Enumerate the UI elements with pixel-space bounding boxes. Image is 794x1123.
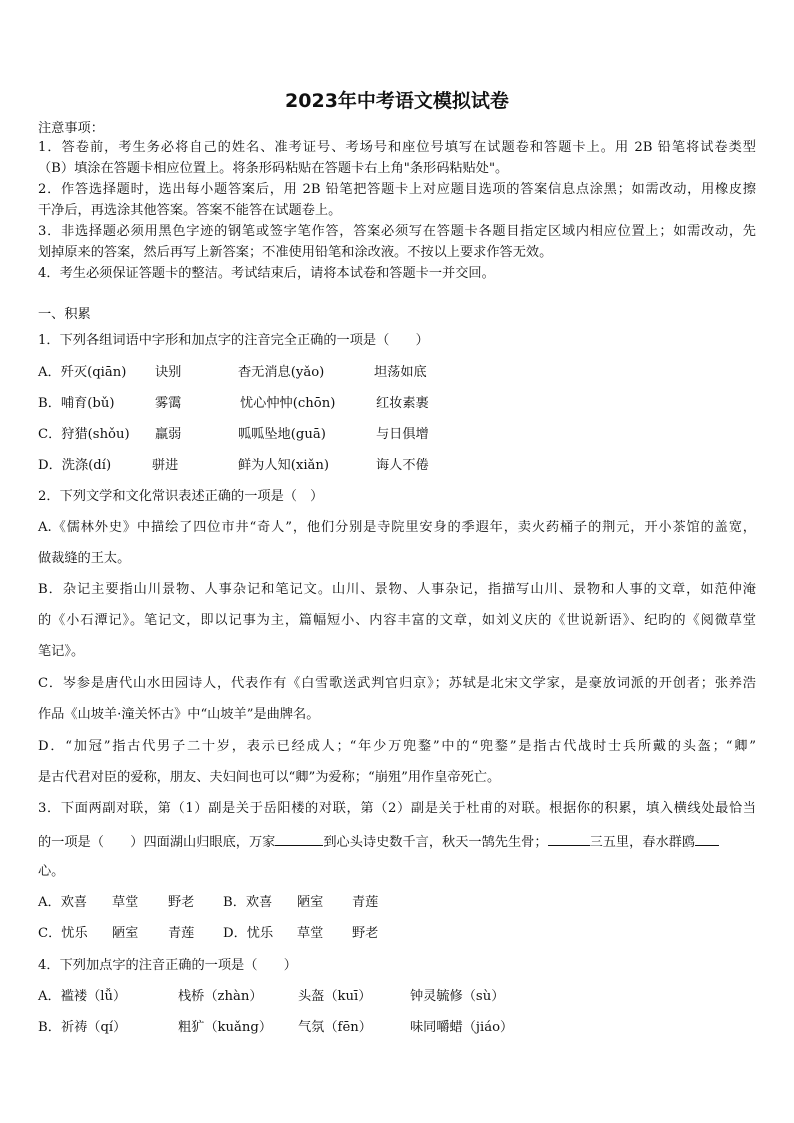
option-text: 作品《山坡羊·潼关怀古》中“山坡羊”是曲牌名。 xyxy=(38,707,320,722)
question-stem: 心。 xyxy=(38,864,65,879)
option-word: 草堂 xyxy=(112,895,139,910)
notice-line: 2．作答选择题时，选出每小题答案后，用 2B 铅笔把答题卡上对应题目选项的答案信息点涂黑；如需改动，用橡皮擦 xyxy=(38,182,756,197)
option-a-label: A．欢喜 xyxy=(38,895,88,910)
notice-line: 3．非选择题必须用黑色字迹的钢笔或签字笔作答，答案必须写在答题卡各题目指定区域内相应位置上；如需改动，先 xyxy=(38,224,756,239)
option-word: 粗犷（kuǎng） xyxy=(178,1020,273,1035)
option-word: 野老 xyxy=(352,926,379,941)
option-text: A.《儒林外史》中描绘了四位市井“奇人”，他们分别是寺院里安身的季遐年，卖火药桶子的荆元，开小茶馆的盖宽， xyxy=(38,520,756,535)
option-word: 陋室 xyxy=(297,895,324,910)
notice-line: 4．考生必须保证答题卡的整洁。考试结束后，请将本试卷和答题卡一并交回。 xyxy=(38,266,495,281)
option-word: 诀别 xyxy=(155,365,182,380)
option-word: 栈桥（zhàn） xyxy=(178,989,263,1004)
option-text: 笔记》。 xyxy=(38,644,85,659)
notice-heading: 注意事项： xyxy=(38,121,104,136)
option-word: 羸弱 xyxy=(155,427,182,442)
option-text: B．杂记主要指山川景物、人事杂记和笔记文。山川、景物、人事杂记，指描写山川、景物和人事的文章，如范仲淹 xyxy=(38,582,756,597)
option-word: 红妆素裹 xyxy=(376,396,429,411)
option-text: 是古代君对臣的爱称，朋友、夫妇间也可以“卿”为爱称；“崩殂”用作皇帝死亡。 xyxy=(38,770,501,785)
stem-text: 到心头诗史数千言，秋天一鹄先生骨； xyxy=(323,835,548,850)
option-c-label: C．狩猎(shǒu) xyxy=(38,427,130,442)
option-word: 钟灵毓修（sù） xyxy=(410,989,505,1004)
option-word: 陋室 xyxy=(112,926,139,941)
question-stem: 4．下列加点字的注音正确的一项是（ ） xyxy=(38,958,297,973)
fill-blank xyxy=(695,832,719,846)
option-a-label: A．歼灭(qiān) xyxy=(38,365,127,380)
option-word: 坦荡如底 xyxy=(374,365,427,380)
fill-blank xyxy=(548,832,590,846)
option-b-label: B．祈祷（qí） xyxy=(38,1020,127,1035)
option-word: 青莲 xyxy=(352,895,379,910)
option-text: 做裁缝的王太。 xyxy=(38,551,131,566)
option-word: 杳无消息(yǎo) xyxy=(238,365,325,380)
stem-text: 的一项是（ ）四面湖山归眼底，万家 xyxy=(38,835,276,850)
option-text: C．岑参是唐代山水田园诗人，代表作有《白雪歌送武判官归京》；苏轼是北宋文学家，是豪放词派的开创者；张养浩 xyxy=(38,676,756,691)
option-d-label: D．忧乐 xyxy=(223,926,274,941)
notice-line: 划掉原来的答案，然后再写上新答案；不准使用铅笔和涂改液。不按以上要求作答无效。 xyxy=(38,245,553,260)
notice-line: 干净后，再选涂其他答案。答案不能答在试题卷上。 xyxy=(38,203,342,218)
option-word: 青莲 xyxy=(168,926,195,941)
option-word: 雾霭 xyxy=(155,396,182,411)
option-b-label: B．哺育(bǔ) xyxy=(38,396,115,411)
page-title: 2023年中考语文模拟试卷 xyxy=(285,90,509,112)
option-a-label: A．褴褛（lǚ） xyxy=(38,989,127,1004)
option-c-label: C．忧乐 xyxy=(38,926,88,941)
option-b-label: B．欢喜 xyxy=(223,895,273,910)
question-stem: 3．下面两副对联，第（1）副是关于岳阳楼的对联，第（2）副是关于杜甫的对联。根据你的积累，填入横线处最恰当 xyxy=(38,801,756,816)
option-word: 草堂 xyxy=(297,926,324,941)
notice-line: 1．答卷前，考生务必将自己的姓名、准考证号、考场号和座位号填写在试题卷和答题卡上。用 2B 铅笔将试卷类型 xyxy=(38,140,756,155)
question-stem: 1．下列各组词语中字形和加点字的注音完全正确的一项是（ ） xyxy=(38,333,429,348)
option-d-label: D．洗涤(dí) xyxy=(38,458,112,473)
option-text: 的《小石潭记》。笔记文，即以记事为主，篇幅短小、内容丰富的文章，如刘义庆的《世说新语》、纪昀的《阅微草堂 xyxy=(38,613,756,628)
stem-text: 三五里，春水群鸥 xyxy=(589,835,696,850)
question-stem: 2．下列文学和文化常识表述正确的一项是（ ） xyxy=(38,489,324,504)
option-text: D．“加冠”指古代男子二十岁，表示已经成人；“年少万兜鍪”中的“兜鍪”是指古代战时士兵所戴的头盔；“卿” xyxy=(38,739,756,754)
option-word: 骈进 xyxy=(152,458,179,473)
option-word: 与日俱增 xyxy=(376,427,429,442)
option-word: 诲人不倦 xyxy=(376,458,429,473)
option-word: 呱呱坠地(guā) xyxy=(238,427,326,442)
section-heading: 一、积累 xyxy=(38,307,91,322)
fill-blank xyxy=(275,832,323,846)
option-word: 气氛（fēn） xyxy=(298,1020,372,1035)
option-word: 头盔（kuī） xyxy=(298,989,372,1004)
option-word: 鲜为人知(xiǎn) xyxy=(238,458,330,473)
option-word: 味同嚼蜡（jiáo） xyxy=(410,1020,514,1035)
question-stem xyxy=(38,832,719,852)
option-word: 忧心忡忡(chōn) xyxy=(240,396,336,411)
option-word: 野老 xyxy=(168,895,195,910)
notice-line: （B）填涂在答题卡相应位置上。将条形码粘贴在答题卡右上角"条形码粘贴处"。 xyxy=(38,161,509,176)
